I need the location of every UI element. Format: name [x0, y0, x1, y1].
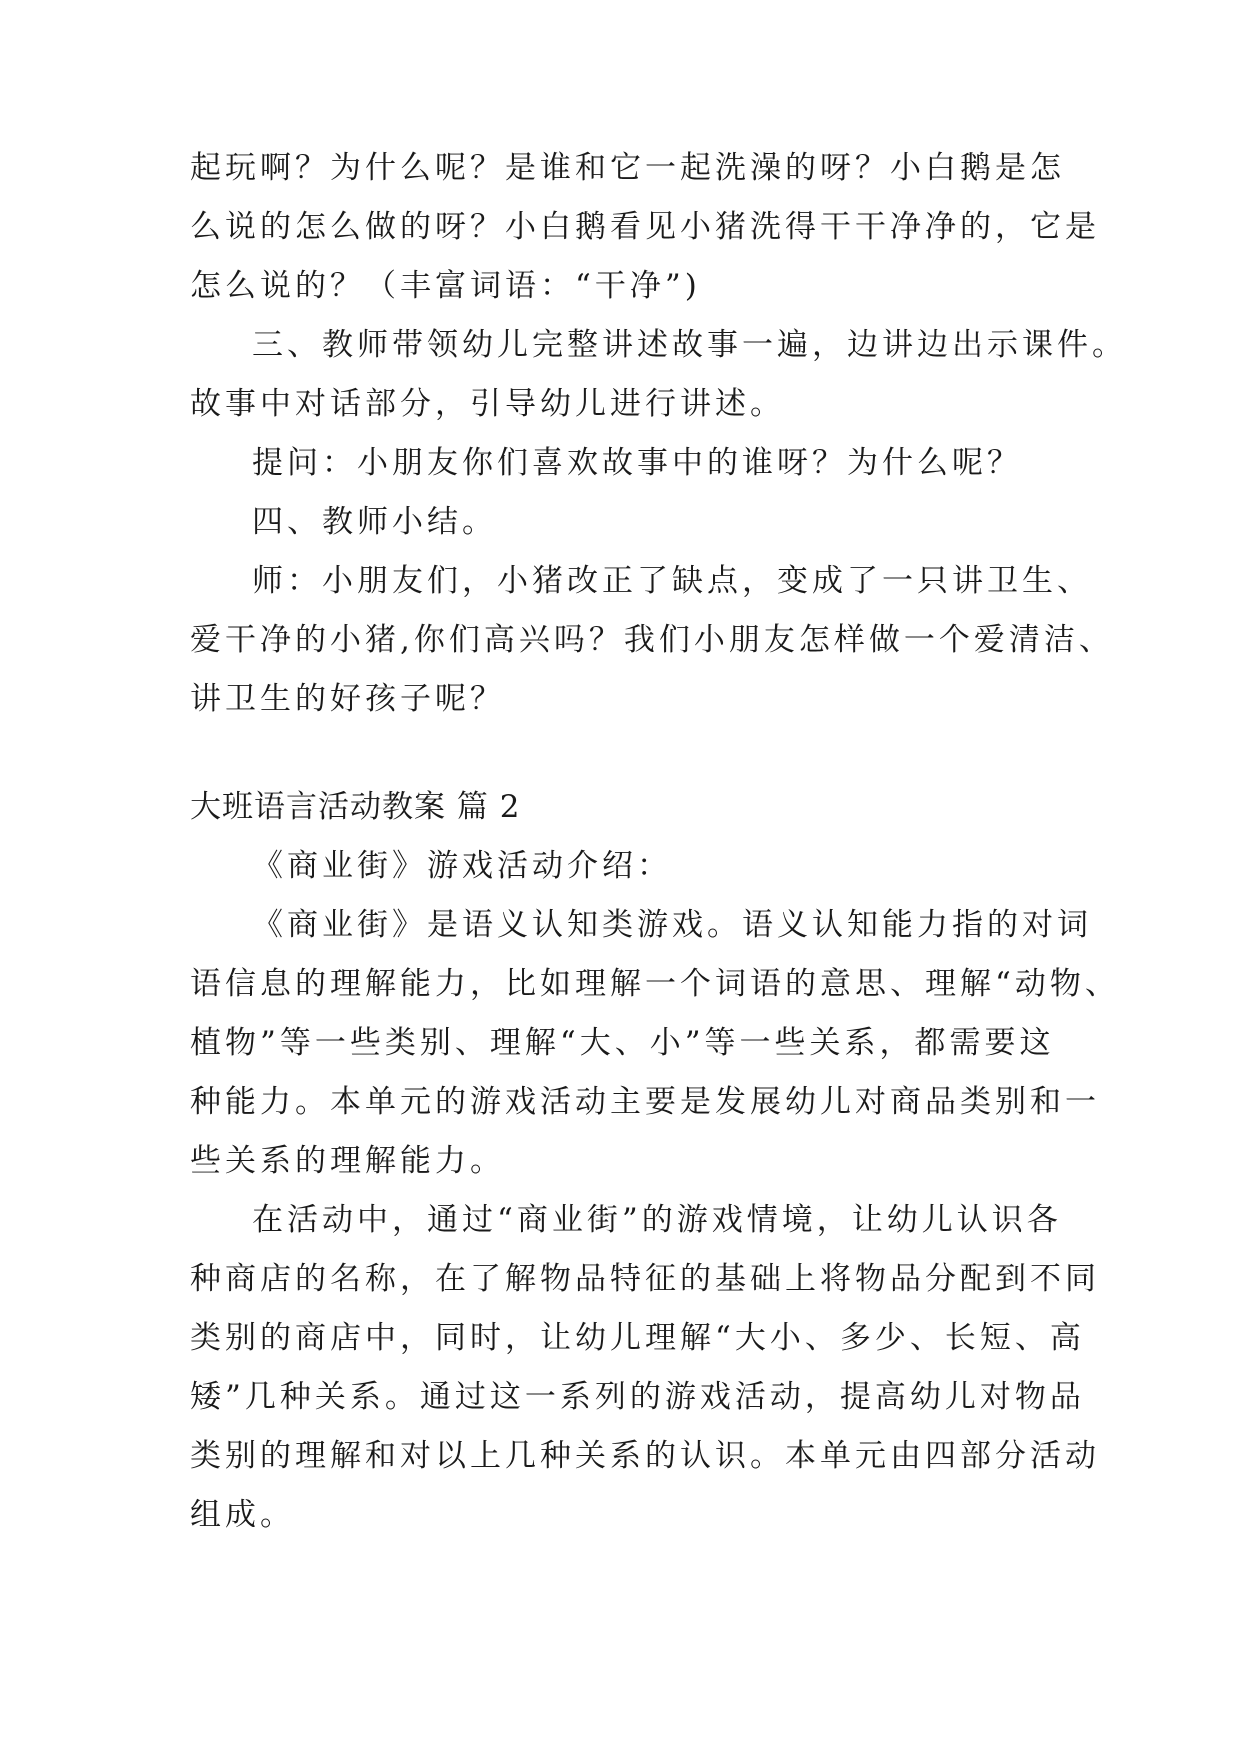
- text-line: 植物”等一些类别、理解“大、小”等一些关系，都需要这: [190, 1025, 1055, 1061]
- text-line: 《商业街》游戏活动介绍：: [252, 848, 672, 884]
- text-line: 提问：小朋友你们喜欢故事中的谁呀？为什么呢？: [252, 445, 1022, 481]
- text-line: 组成。: [190, 1497, 295, 1533]
- text-line: 类别的商店中，同时，让幼儿理解“大小、多少、长短、高: [190, 1320, 1085, 1356]
- text-line: 故事中对话部分，引导幼儿进行讲述。: [190, 386, 785, 422]
- text-line: 些关系的理解能力。: [190, 1143, 505, 1179]
- text-line: 起玩啊？为什么呢？是谁和它一起洗澡的呀？小白鹅是怎: [190, 150, 1065, 186]
- text-line: 师：小朋友们，小猪改正了缺点，变成了一只讲卫生、: [252, 563, 1092, 599]
- text-line: 种能力。本单元的游戏活动主要是发展幼儿对商品类别和一: [190, 1084, 1100, 1120]
- text-line: 类别的理解和对以上几种关系的认识。本单元由四部分活动: [190, 1438, 1100, 1474]
- text-line: 么说的怎么做的呀？小白鹅看见小猪洗得干干净净的，它是: [190, 209, 1100, 245]
- text-line: 怎么说的？（丰富词语：“干净”): [190, 268, 701, 304]
- text-line: 语信息的理解能力，比如理解一个词语的意思、理解“动物、: [190, 966, 1120, 1002]
- text-line: 矮”几种关系。通过这一系列的游戏活动，提高幼儿对物品: [190, 1379, 1085, 1415]
- text-line: 在活动中，通过“商业街”的游戏情境，让幼儿认识各: [252, 1202, 1062, 1238]
- text-line: 四、教师小结。: [252, 504, 497, 540]
- text-line: 种商店的名称，在了解物品特征的基础上将物品分配到不同: [190, 1261, 1100, 1297]
- text-line: 三、教师带领幼儿完整讲述故事一遍，边讲边出示课件。: [252, 327, 1127, 363]
- section-heading: 大班语言活动教案 篇 2: [190, 789, 521, 825]
- text-line: 《商业街》是语义认知类游戏。语义认知能力指的对词: [252, 907, 1092, 943]
- text-line: 爱干净的小猪,你们高兴吗？我们小朋友怎样做一个爱清洁、: [190, 622, 1114, 658]
- text-line: 讲卫生的好孩子呢？: [190, 681, 505, 717]
